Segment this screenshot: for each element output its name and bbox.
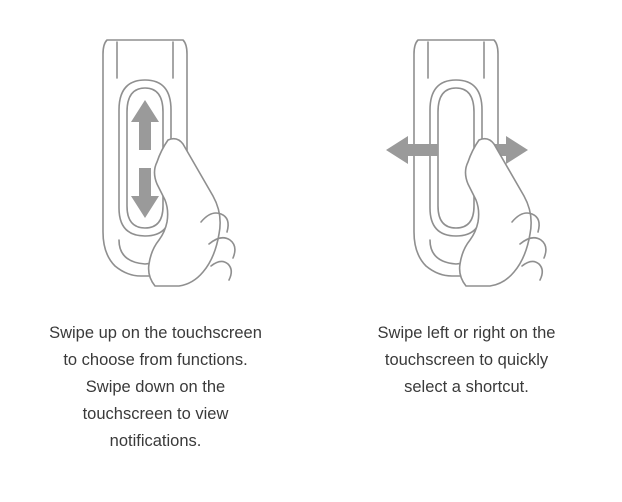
caption-line: Swipe left or right on the [377,324,556,342]
pointing-hand-icon [148,139,234,286]
panel-swipe-horizontal [311,0,622,502]
illustration-swipe-left-right [311,0,622,320]
band-vertical-svg [31,18,281,308]
caption-line: touchscreen to quickly [384,351,549,369]
caption-line: Swipe down on the [85,378,226,396]
illustration-swipe-up-down [0,0,311,320]
caption-line: Swipe up on the touchscreen [49,324,262,342]
pointing-hand-icon [459,139,545,286]
caption-swipe-horizontal [332,320,602,401]
caption-line: touchscreen to view [82,405,229,423]
caption-swipe-vertical [21,320,291,455]
caption-line: select a shortcut. [404,378,529,396]
caption-line: notifications. [109,432,202,450]
caption-line: to choose from functions. [63,351,248,369]
band-horizontal-svg [342,18,592,308]
arrow-up-icon [131,100,159,150]
